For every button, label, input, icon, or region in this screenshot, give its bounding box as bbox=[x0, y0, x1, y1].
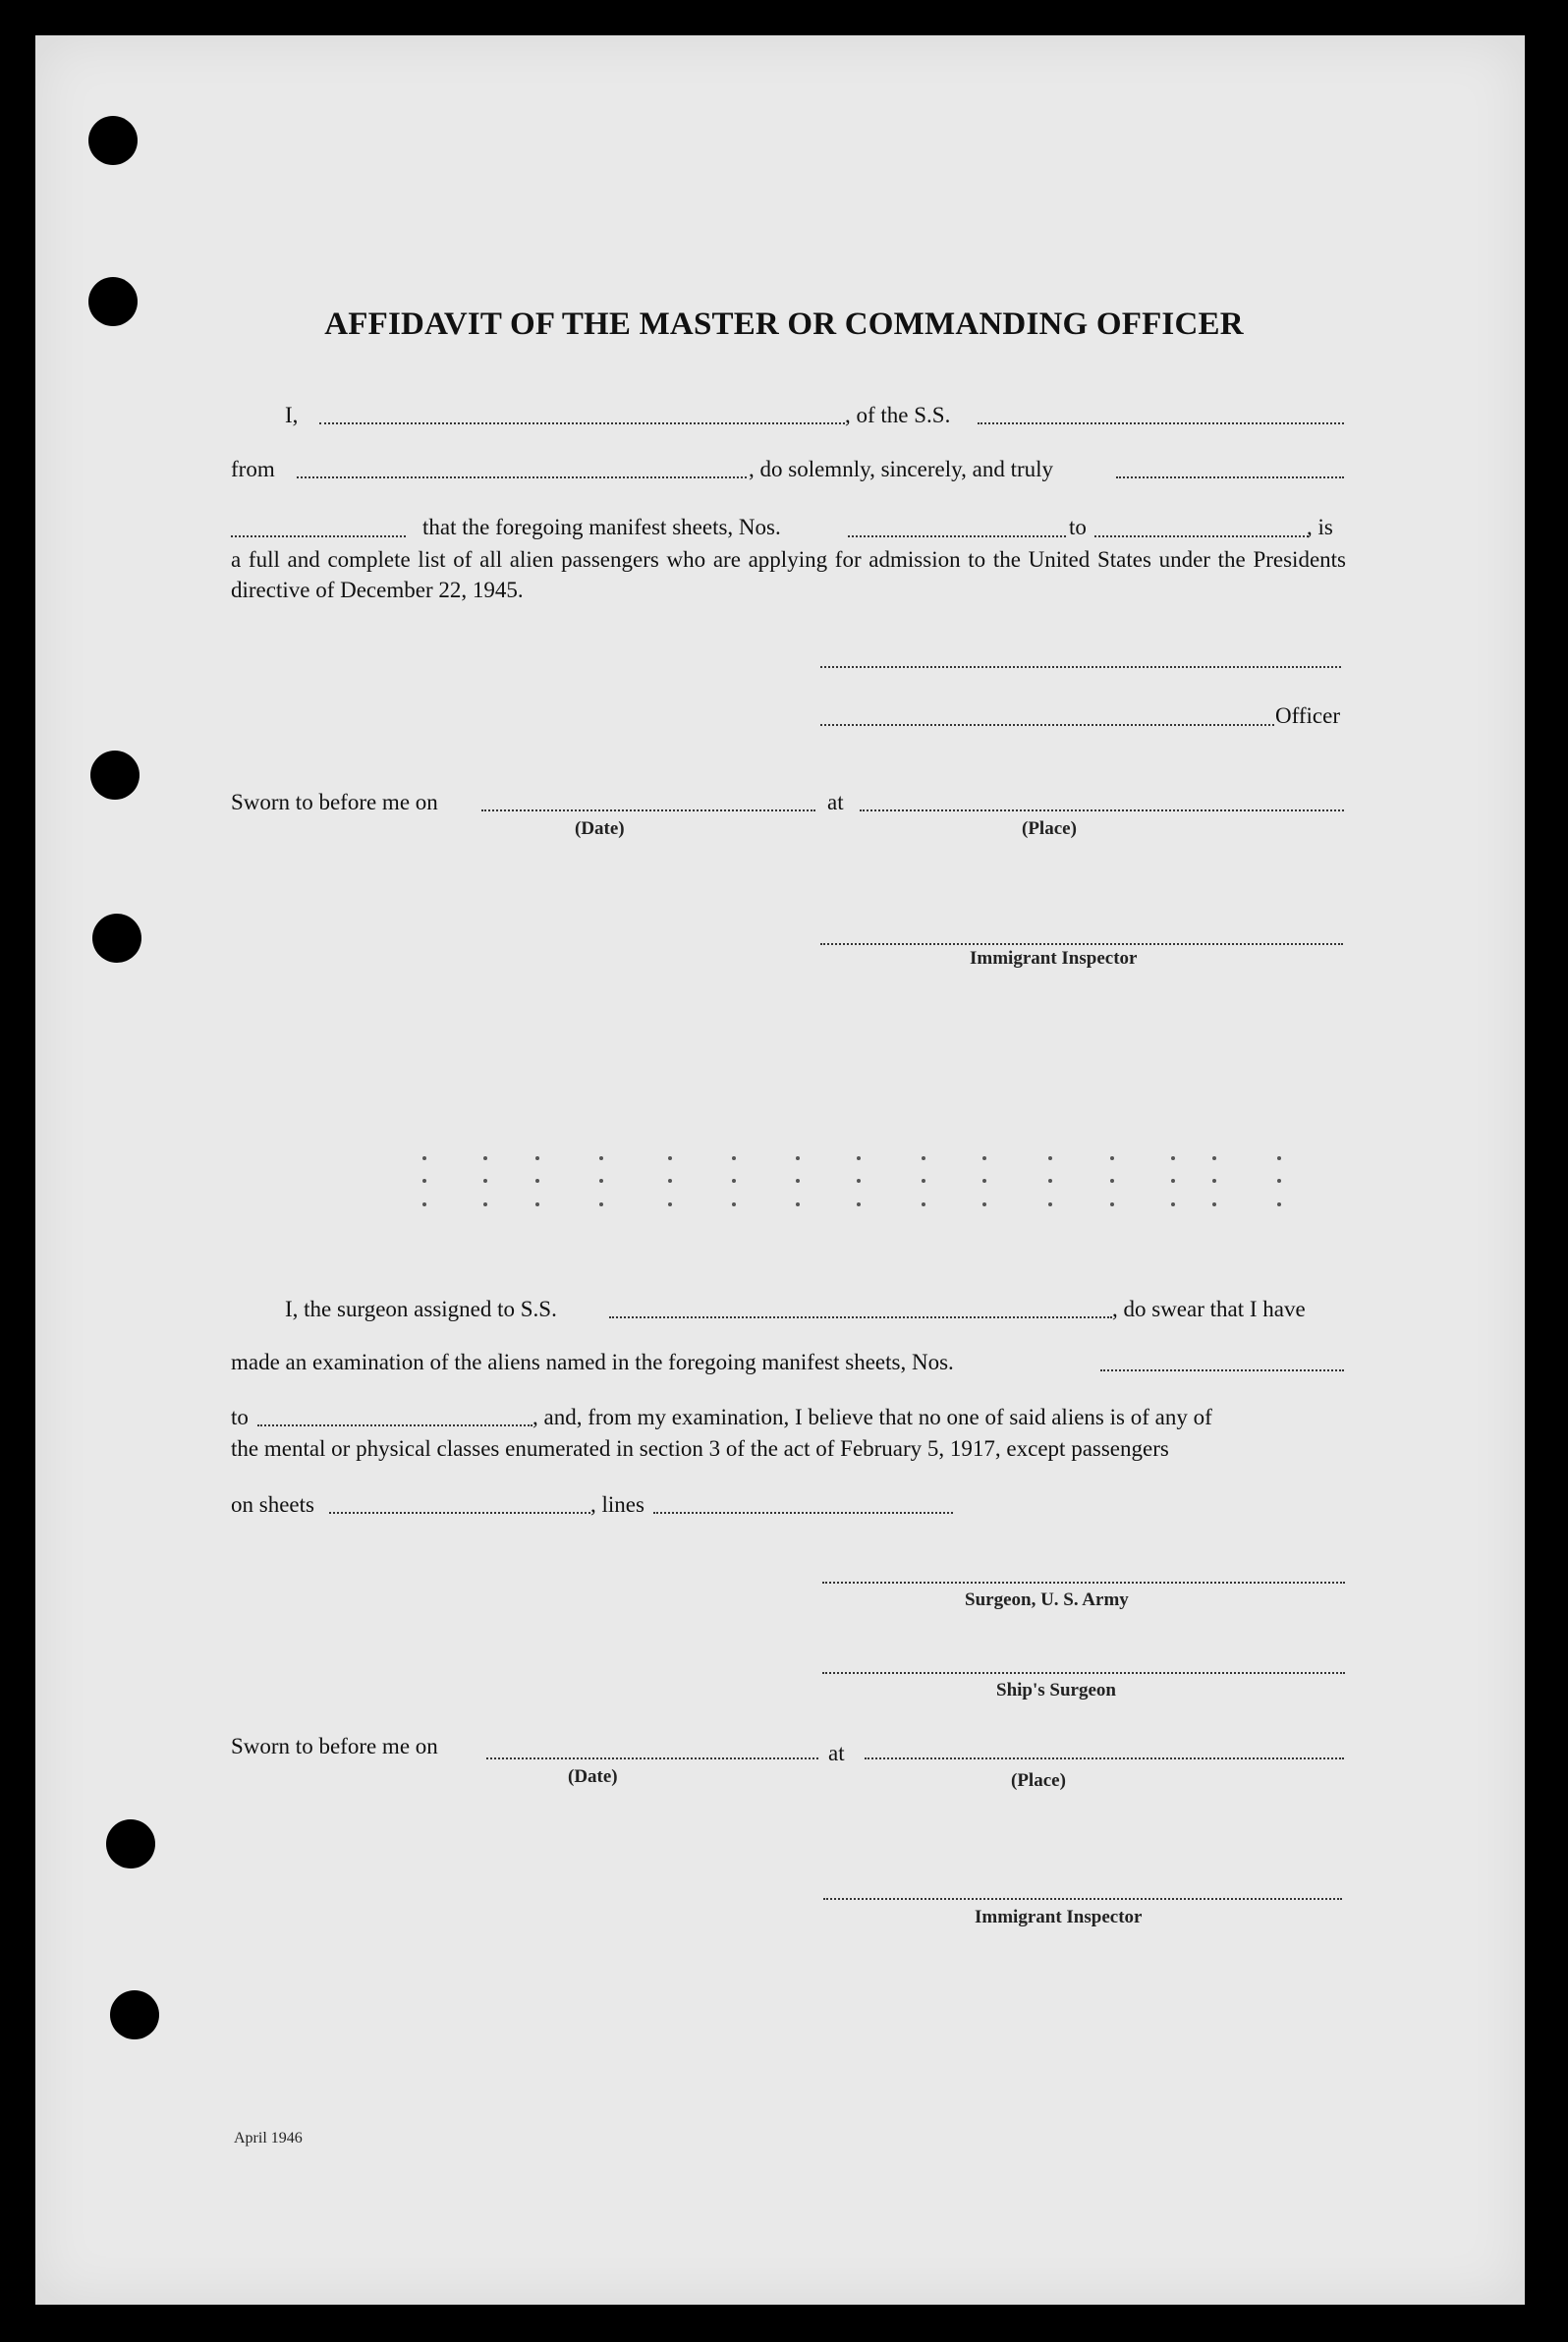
punch-hole-6 bbox=[110, 1990, 159, 2039]
surgeon-sworn-date-field[interactable] bbox=[486, 1757, 818, 1759]
surgeon-sheet-to-field[interactable] bbox=[257, 1424, 532, 1426]
separator-dot bbox=[1277, 1179, 1281, 1183]
ship-surgeon-signature-field[interactable] bbox=[822, 1672, 1345, 1674]
separator-dot bbox=[599, 1156, 603, 1160]
master-name-field[interactable] bbox=[319, 422, 845, 424]
master-is-label: , is bbox=[1307, 515, 1333, 539]
separator-dot bbox=[535, 1156, 539, 1160]
separator-dot bbox=[1171, 1156, 1175, 1160]
punch-hole-3 bbox=[90, 751, 140, 800]
surgeon-inspector-caption: Immigrant Inspector bbox=[975, 1907, 1143, 1927]
separator-dot bbox=[483, 1156, 487, 1160]
master-i-label: I, bbox=[285, 403, 299, 427]
separator-dot bbox=[535, 1179, 539, 1183]
separator-dot bbox=[599, 1202, 603, 1206]
master-inspector-signature-field[interactable] bbox=[820, 943, 1343, 945]
separator-dot bbox=[1048, 1202, 1052, 1206]
separator-dot bbox=[535, 1202, 539, 1206]
separator-dot bbox=[1277, 1156, 1281, 1160]
master-of-ss-label: , of the S.S. bbox=[845, 403, 951, 427]
surgeon-sworn-place-field[interactable] bbox=[865, 1757, 1344, 1759]
separator-dot bbox=[1277, 1202, 1281, 1206]
surgeon-line2-label: made an examination of the aliens named in the foregoing manifest sheets, Nos. bbox=[231, 1350, 954, 1374]
separator-dot bbox=[796, 1156, 800, 1160]
page-title: AFFIDAVIT OF THE MASTER OR COMMANDING OFFICER bbox=[324, 307, 1244, 342]
master-swear-field[interactable] bbox=[1116, 476, 1344, 478]
separator-dot bbox=[1048, 1179, 1052, 1183]
separator-dot bbox=[599, 1179, 603, 1183]
master-from-label: from bbox=[231, 457, 275, 481]
surgeon-date-caption: (Date) bbox=[568, 1766, 618, 1787]
separator-dot bbox=[1048, 1156, 1052, 1160]
master-sheet-from-field[interactable] bbox=[848, 535, 1066, 537]
surgeon-place-caption: (Place) bbox=[1011, 1770, 1066, 1791]
separator-dot bbox=[1110, 1156, 1114, 1160]
surgeon-line1-label: I, the surgeon assigned to S.S. bbox=[285, 1297, 557, 1321]
separator-dot bbox=[1212, 1179, 1216, 1183]
army-surgeon-caption: Surgeon, U. S. Army bbox=[965, 1589, 1129, 1610]
officer-name-field[interactable] bbox=[820, 724, 1274, 726]
separator-dot bbox=[857, 1202, 861, 1206]
surgeon-line4: the mental or physical classes enumerated in section 3 of the act of February 5, 1917, except passengers bbox=[231, 1436, 1169, 1461]
separator-dot bbox=[982, 1156, 986, 1160]
master-to-label: to bbox=[1069, 515, 1087, 539]
surgeon-to-label: to bbox=[231, 1405, 249, 1429]
separator-dot bbox=[668, 1179, 672, 1183]
separator-dot bbox=[796, 1179, 800, 1183]
separator-dot bbox=[422, 1202, 426, 1206]
master-place-caption: (Place) bbox=[1022, 818, 1077, 839]
separator-dot bbox=[422, 1156, 426, 1160]
separator-dot bbox=[1110, 1179, 1114, 1183]
master-sheets-label: that the foregoing manifest sheets, Nos. bbox=[422, 515, 781, 539]
separator-dot bbox=[922, 1179, 925, 1183]
separator-dot bbox=[1171, 1202, 1175, 1206]
separator-dot bbox=[922, 1202, 925, 1206]
separator-dot bbox=[422, 1179, 426, 1183]
surgeon-sworn-label: Sworn to before me on bbox=[231, 1734, 438, 1758]
punch-hole-5 bbox=[106, 1819, 155, 1868]
surgeon-line3-rest: , and, from my examination, I believe that no one of said aliens is of any of bbox=[532, 1405, 1212, 1429]
surgeon-inspector-signature-field[interactable] bbox=[823, 1898, 1342, 1900]
separator-dot bbox=[982, 1179, 986, 1183]
footer-date: April 1946 bbox=[234, 2130, 303, 2147]
separator-dot bbox=[857, 1179, 861, 1183]
separator-dot bbox=[1212, 1156, 1216, 1160]
surgeon-sheet-from-field[interactable] bbox=[1100, 1369, 1344, 1371]
ship-surgeon-caption: Ship's Surgeon bbox=[996, 1680, 1116, 1701]
master-swear-label: , do solemnly, sincerely, and truly bbox=[749, 457, 1054, 481]
separator-dot bbox=[796, 1202, 800, 1206]
separator-dot bbox=[732, 1179, 736, 1183]
separator-dot bbox=[922, 1156, 925, 1160]
surgeon-at-label: at bbox=[828, 1741, 845, 1765]
separator-dot bbox=[483, 1179, 487, 1183]
master-at-label: at bbox=[827, 790, 844, 814]
separator-dot bbox=[668, 1156, 672, 1160]
separator-dot bbox=[668, 1202, 672, 1206]
separator-dot bbox=[732, 1202, 736, 1206]
master-sworn-place-field[interactable] bbox=[860, 809, 1344, 811]
surgeon-line1-end: , do swear that I have bbox=[1112, 1297, 1306, 1321]
separator-dot bbox=[732, 1156, 736, 1160]
document-page bbox=[35, 35, 1525, 2305]
punch-hole-4 bbox=[92, 914, 141, 963]
master-date-caption: (Date) bbox=[575, 818, 625, 839]
master-declaration-field[interactable] bbox=[231, 535, 406, 537]
master-sworn-label: Sworn to before me on bbox=[231, 790, 438, 814]
punch-hole-1 bbox=[88, 116, 138, 165]
officer-signature-field[interactable] bbox=[820, 666, 1341, 668]
separator-dot bbox=[483, 1202, 487, 1206]
surgeon-lines-label: , lines bbox=[590, 1492, 644, 1517]
army-surgeon-signature-field[interactable] bbox=[822, 1582, 1345, 1584]
master-sheet-to-field[interactable] bbox=[1094, 535, 1309, 537]
master-inspector-caption: Immigrant Inspector bbox=[970, 948, 1138, 969]
separator-dot bbox=[982, 1202, 986, 1206]
master-ship-field[interactable] bbox=[978, 422, 1344, 424]
surgeon-ship-field[interactable] bbox=[609, 1316, 1112, 1318]
officer-label: Officer bbox=[1275, 703, 1340, 728]
surgeon-sheets-field[interactable] bbox=[329, 1512, 590, 1514]
separator-dot bbox=[1171, 1179, 1175, 1183]
separator-dot bbox=[857, 1156, 861, 1160]
surgeon-on-sheets-label: on sheets bbox=[231, 1492, 314, 1517]
separator-dot bbox=[1212, 1202, 1216, 1206]
master-from-field[interactable] bbox=[297, 476, 747, 478]
separator-dot bbox=[1110, 1202, 1114, 1206]
master-paragraph: a full and complete list of all alien passengers who are applying for admission to the United States under the Presidents directive of December 22, 1945. bbox=[231, 547, 1346, 602]
master-sworn-date-field[interactable] bbox=[481, 809, 815, 811]
surgeon-lines-field[interactable] bbox=[653, 1512, 953, 1514]
